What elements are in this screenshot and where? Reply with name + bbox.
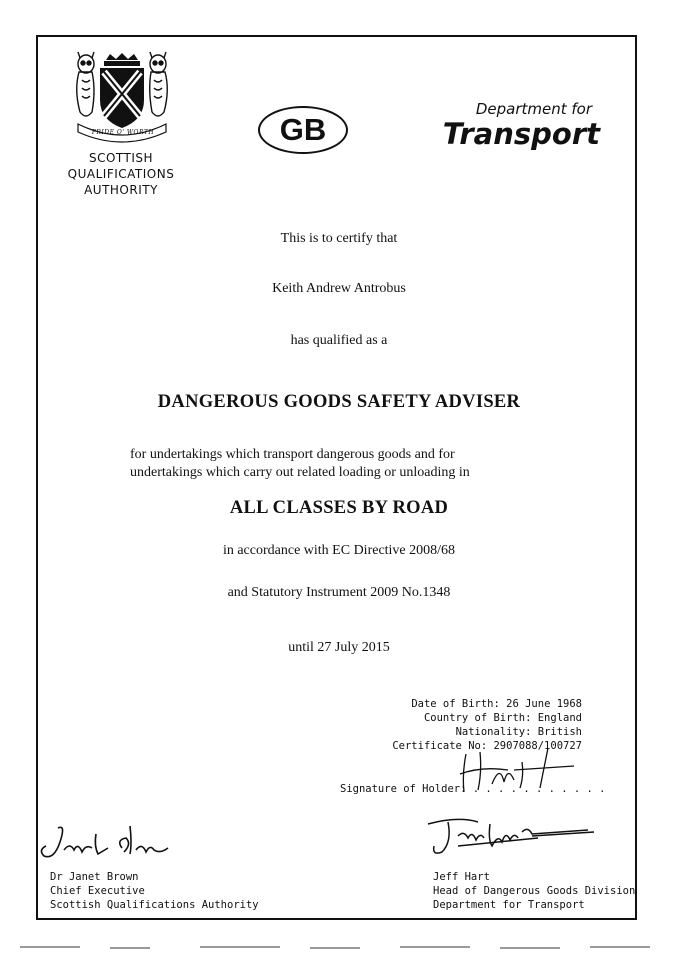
sqa-name-line-2: QUALIFICATIONS [67, 167, 175, 181]
signatory-dft-title: Head of Dangerous Goods Division [433, 885, 636, 897]
certificate-number: Certificate No: 2907088/100727 [392, 740, 582, 752]
signatory-sqa-name: Dr Janet Brown [50, 871, 139, 883]
statutory-line: and Statutory Instrument 2009 No.1348 [227, 585, 451, 600]
qualified-as: has qualified as a [290, 333, 388, 348]
classes-title: ALL CLASSES BY ROAD [229, 498, 449, 518]
signatory-sqa-title: Chief Executive [50, 885, 145, 897]
signatory-sqa-org: Scottish Qualifications Authority [50, 899, 259, 911]
dft-logo [430, 100, 600, 150]
gb-mark: GB [258, 106, 348, 154]
scope-line-2: undertakings which carry out related loading or unloading in [130, 465, 470, 480]
directive-line: in accordance with EC Directive 2008/68 [222, 543, 456, 558]
scan-edge-noise [0, 944, 678, 952]
nationality: Nationality: British [455, 726, 582, 738]
signatory-sqa [50, 870, 259, 912]
jeff-hart-signature [418, 812, 598, 864]
janet-brown-signature [36, 820, 176, 870]
country-of-birth: Country of Birth: England [423, 712, 582, 724]
qualification-title: DANGEROUS GOODS SAFETY ADVISER [157, 392, 521, 412]
dft-logo-line-2: Transport [442, 117, 600, 151]
valid-until: until 27 July 2015 [288, 640, 390, 655]
signatory-dft-name: Jeff Hart [433, 871, 490, 883]
certify-intro: This is to certify that [280, 231, 398, 246]
sqa-motto: PRIDE O' WORTH [91, 129, 155, 136]
sqa-name [66, 150, 176, 198]
holder-name: Keith Andrew Antrobus [272, 281, 406, 296]
scope-paragraph [130, 446, 550, 482]
holder-signature-label: Signature of Holder: . . . . . . . . . . . [340, 783, 606, 795]
date-of-birth: Date of Birth: 26 June 1968 [411, 698, 582, 710]
sqa-name-line-3: AUTHORITY [84, 183, 158, 197]
scope-line-1: for undertakings which transport dangerous goods and for [130, 447, 455, 462]
signatory-dft-org: Department for Transport [433, 899, 585, 911]
signatory-dft [433, 870, 635, 912]
dft-logo-line-1: Department for [475, 100, 592, 118]
sqa-name-line-1: SCOTTISH [88, 151, 154, 165]
